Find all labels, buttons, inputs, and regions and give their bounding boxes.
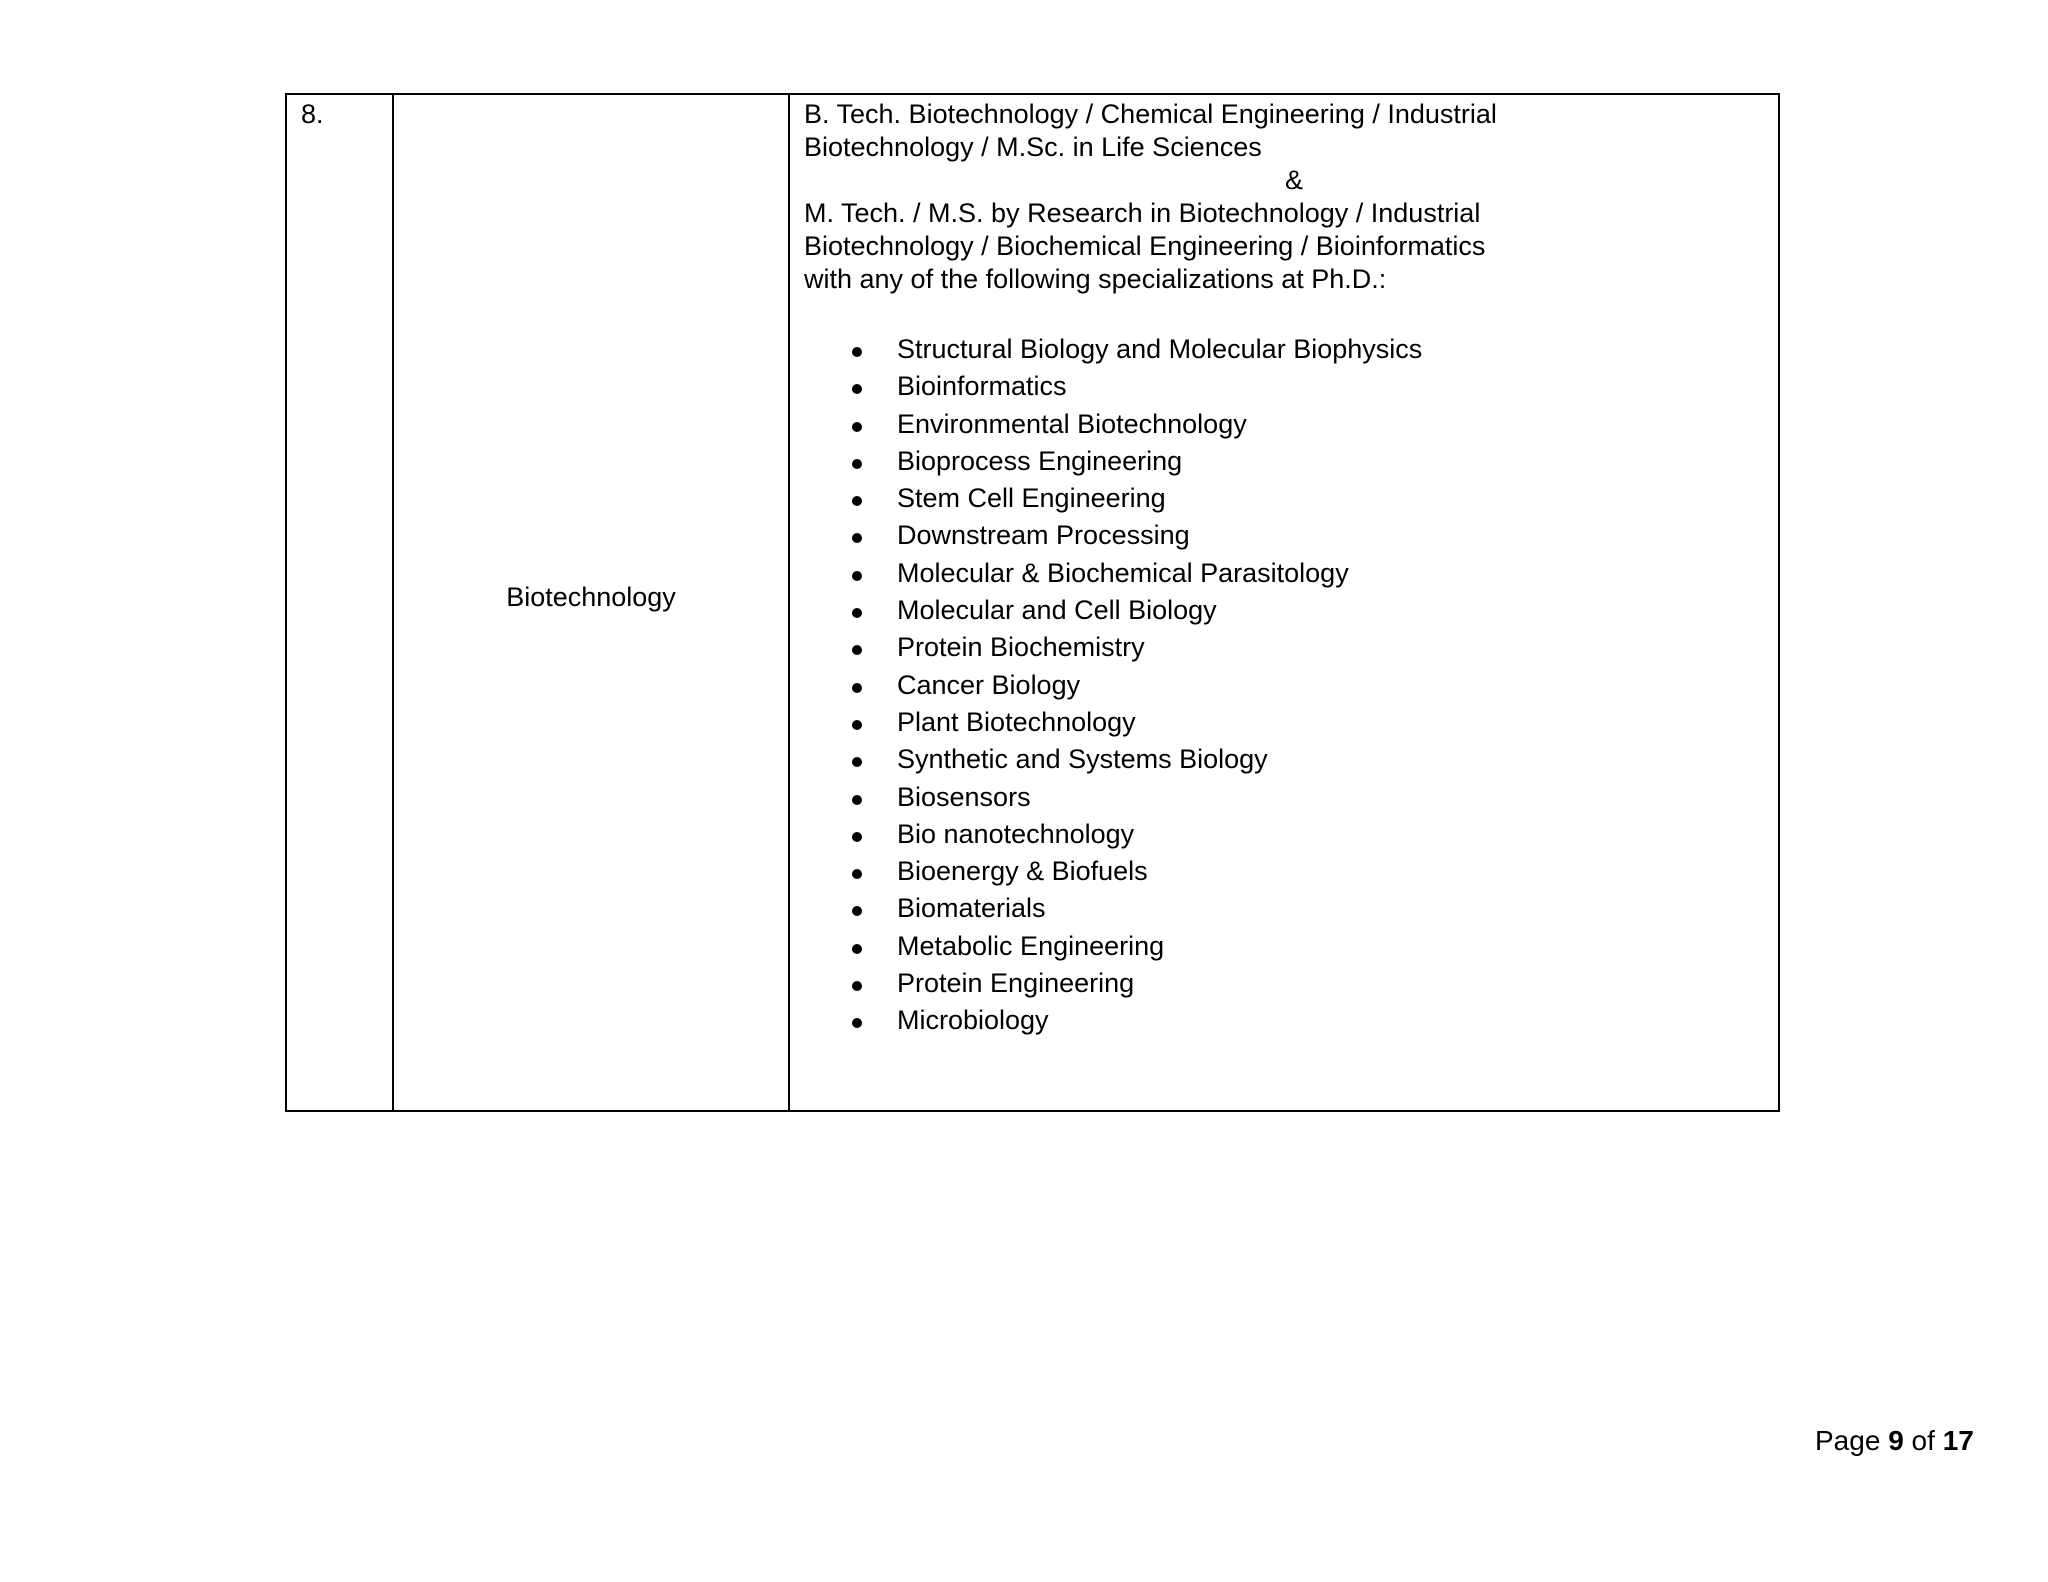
specialization-label: Metabolic Engineering: [897, 930, 1165, 961]
specialization-label: Biomaterials: [897, 893, 1046, 924]
page-of-label: of: [1911, 1425, 1935, 1456]
list-item: [804, 331, 1764, 368]
qualification-separator: &: [1284, 165, 1303, 195]
list-item: [804, 667, 1764, 704]
list-item: [804, 592, 1764, 629]
specialization-label: Protein Engineering: [897, 968, 1135, 999]
list-item: [804, 443, 1764, 480]
total-pages: 17: [1942, 1425, 1974, 1456]
list-item: [804, 480, 1764, 517]
bullet-icon: [852, 906, 862, 916]
bullet-icon: [852, 347, 862, 357]
table-row: [286, 94, 1779, 1111]
specialization-label: Bioprocess Engineering: [897, 445, 1183, 476]
department-cell: [393, 94, 789, 1111]
specialization-label: Microbiology: [897, 1005, 1049, 1036]
current-page: 9: [1888, 1425, 1904, 1456]
serial-number: 8.: [301, 99, 324, 129]
qualification-line: B. Tech. Biotechnology / Chemical Engineering / Industrial: [804, 99, 1497, 129]
bullet-icon: [852, 608, 862, 618]
qualification-line: Biotechnology / Biochemical Engineering / Bioinformatics: [804, 231, 1486, 261]
specialization-label: Bioenergy & Biofuels: [897, 856, 1148, 887]
specialization-label: Plant Biotechnology: [897, 706, 1136, 737]
bullet-icon: [852, 981, 862, 991]
list-item: [804, 704, 1764, 741]
bullet-icon: [852, 459, 862, 469]
list-item: [804, 406, 1764, 443]
specialization-label: Environmental Biotechnology: [897, 408, 1247, 439]
bullet-icon: [852, 795, 862, 805]
list-item: [804, 1002, 1764, 1039]
bullet-icon: [852, 571, 862, 581]
specialization-label: Bio nanotechnology: [897, 818, 1135, 849]
specialization-label: Molecular and Cell Biology: [897, 595, 1217, 626]
list-item: [804, 741, 1764, 778]
list-item: [804, 853, 1764, 890]
list-item: [804, 555, 1764, 592]
specialization-label: Molecular & Biochemical Parasitology: [897, 557, 1349, 588]
bullet-icon: [852, 384, 862, 394]
specialization-label: Cancer Biology: [897, 669, 1081, 700]
page-prefix: Page: [1815, 1425, 1881, 1456]
bullet-icon: [852, 645, 862, 655]
list-item: [804, 368, 1764, 405]
specialization-label: Protein Biochemistry: [897, 632, 1145, 663]
bullet-icon: [852, 1018, 862, 1028]
page-number: [1815, 1425, 1974, 1457]
specialization-label: Bioinformatics: [897, 371, 1067, 402]
bullet-icon: [852, 832, 862, 842]
bullet-icon: [852, 683, 862, 693]
specialization-label: Structural Biology and Molecular Biophysics: [897, 334, 1423, 364]
qualification-line: M. Tech. / M.S. by Research in Biotechnology / Industrial: [804, 198, 1481, 228]
list-item: [804, 779, 1764, 816]
bullet-icon: [852, 422, 862, 432]
bullet-icon: [852, 533, 862, 543]
list-item: [804, 816, 1764, 853]
list-item: [804, 965, 1764, 1002]
bullet-icon: [852, 757, 862, 767]
qualifications-cell: [789, 94, 1779, 1111]
eligibility-table: [285, 93, 1780, 1112]
list-item: [804, 928, 1764, 965]
department-name: Biotechnology: [506, 582, 676, 612]
serial-number-cell: [286, 94, 393, 1111]
specialization-label: Synthetic and Systems Biology: [897, 744, 1268, 775]
bullet-icon: [852, 720, 862, 730]
bullet-icon: [852, 944, 862, 954]
specialization-label: Stem Cell Engineering: [897, 483, 1166, 514]
specialization-label: Downstream Processing: [897, 520, 1190, 551]
specializations-list: [804, 331, 1764, 1040]
list-item: [804, 629, 1764, 666]
qualification-line: Biotechnology / M.Sc. in Life Sciences: [804, 132, 1262, 162]
list-item: [804, 517, 1764, 554]
specialization-label: Biosensors: [897, 781, 1031, 812]
bullet-icon: [852, 496, 862, 506]
qualification-line: with any of the following specializations at Ph.D.:: [804, 264, 1387, 294]
list-item: [804, 890, 1764, 927]
bullet-icon: [852, 869, 862, 879]
